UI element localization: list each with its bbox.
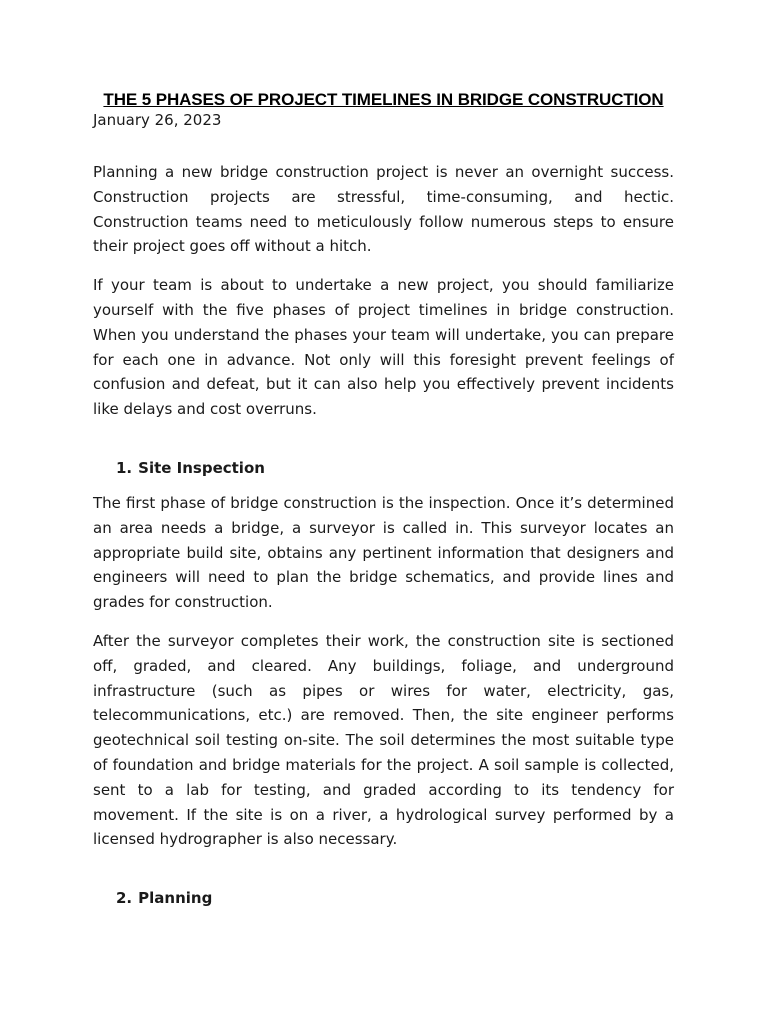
section-number: 2. bbox=[116, 889, 133, 908]
document-date: January 26, 2023 bbox=[93, 111, 222, 129]
section-heading-planning bbox=[116, 888, 674, 908]
site-inspection-paragraph-2: After the surveyor completes their work, the construction site is sectioned off, graded, and cleared. Any buildings, foliage, and underground infrastructure (such as pipes or wires for water, electricity, gas, telecommunications, etc.) are removed. Then, the site engineer performs geotechnical soil testing on-site. The soil determines the most suitable type of foundation and bridge materials for the project. A soil sample is collected, sent to a lab for testing, and graded according to its tendency for movement. If the site is on a river, a hydrological survey performed by a licensed hydrographer is also necessary. bbox=[93, 631, 674, 849]
section-title: Site Inspection bbox=[138, 458, 265, 477]
intro-paragraph-2: If your team is about to undertake a new project, you should familiarize yourself with the five phases of project timelines in bridge construction. When you understand the phases your team will undertake, you can prepare for each one in advance. Not only will this foresight prevent feelings of confusion and defeat, but it can also help you effectively prevent incidents like delays and cost overruns. bbox=[93, 276, 674, 419]
site-inspection-paragraph-1: The first phase of bridge construction is the inspection. Once it’s determined an area needs a bridge, a surveyor is called in. This surveyor locates an appropriate build site, obtains any pertinent information that designers and engineers will need to plan the bridge schematics, and provide lines and grades for construction. bbox=[93, 493, 674, 612]
document-title: THE 5 PHASES OF PROJECT TIMELINES IN BRIDGE CONSTRUCTION bbox=[103, 90, 664, 109]
section-number: 1. bbox=[116, 458, 133, 477]
document-page bbox=[93, 88, 674, 921]
section-heading-site-inspection bbox=[116, 458, 674, 478]
section-title: Planning bbox=[138, 889, 213, 908]
intro-paragraph-1: Planning a new bridge construction project is never an overnight success. Construction projects are stressful, time-consuming, and hectic. Construction teams need to meticulously follow numerous steps to ensure their project goes off without a hitch. bbox=[93, 163, 674, 256]
